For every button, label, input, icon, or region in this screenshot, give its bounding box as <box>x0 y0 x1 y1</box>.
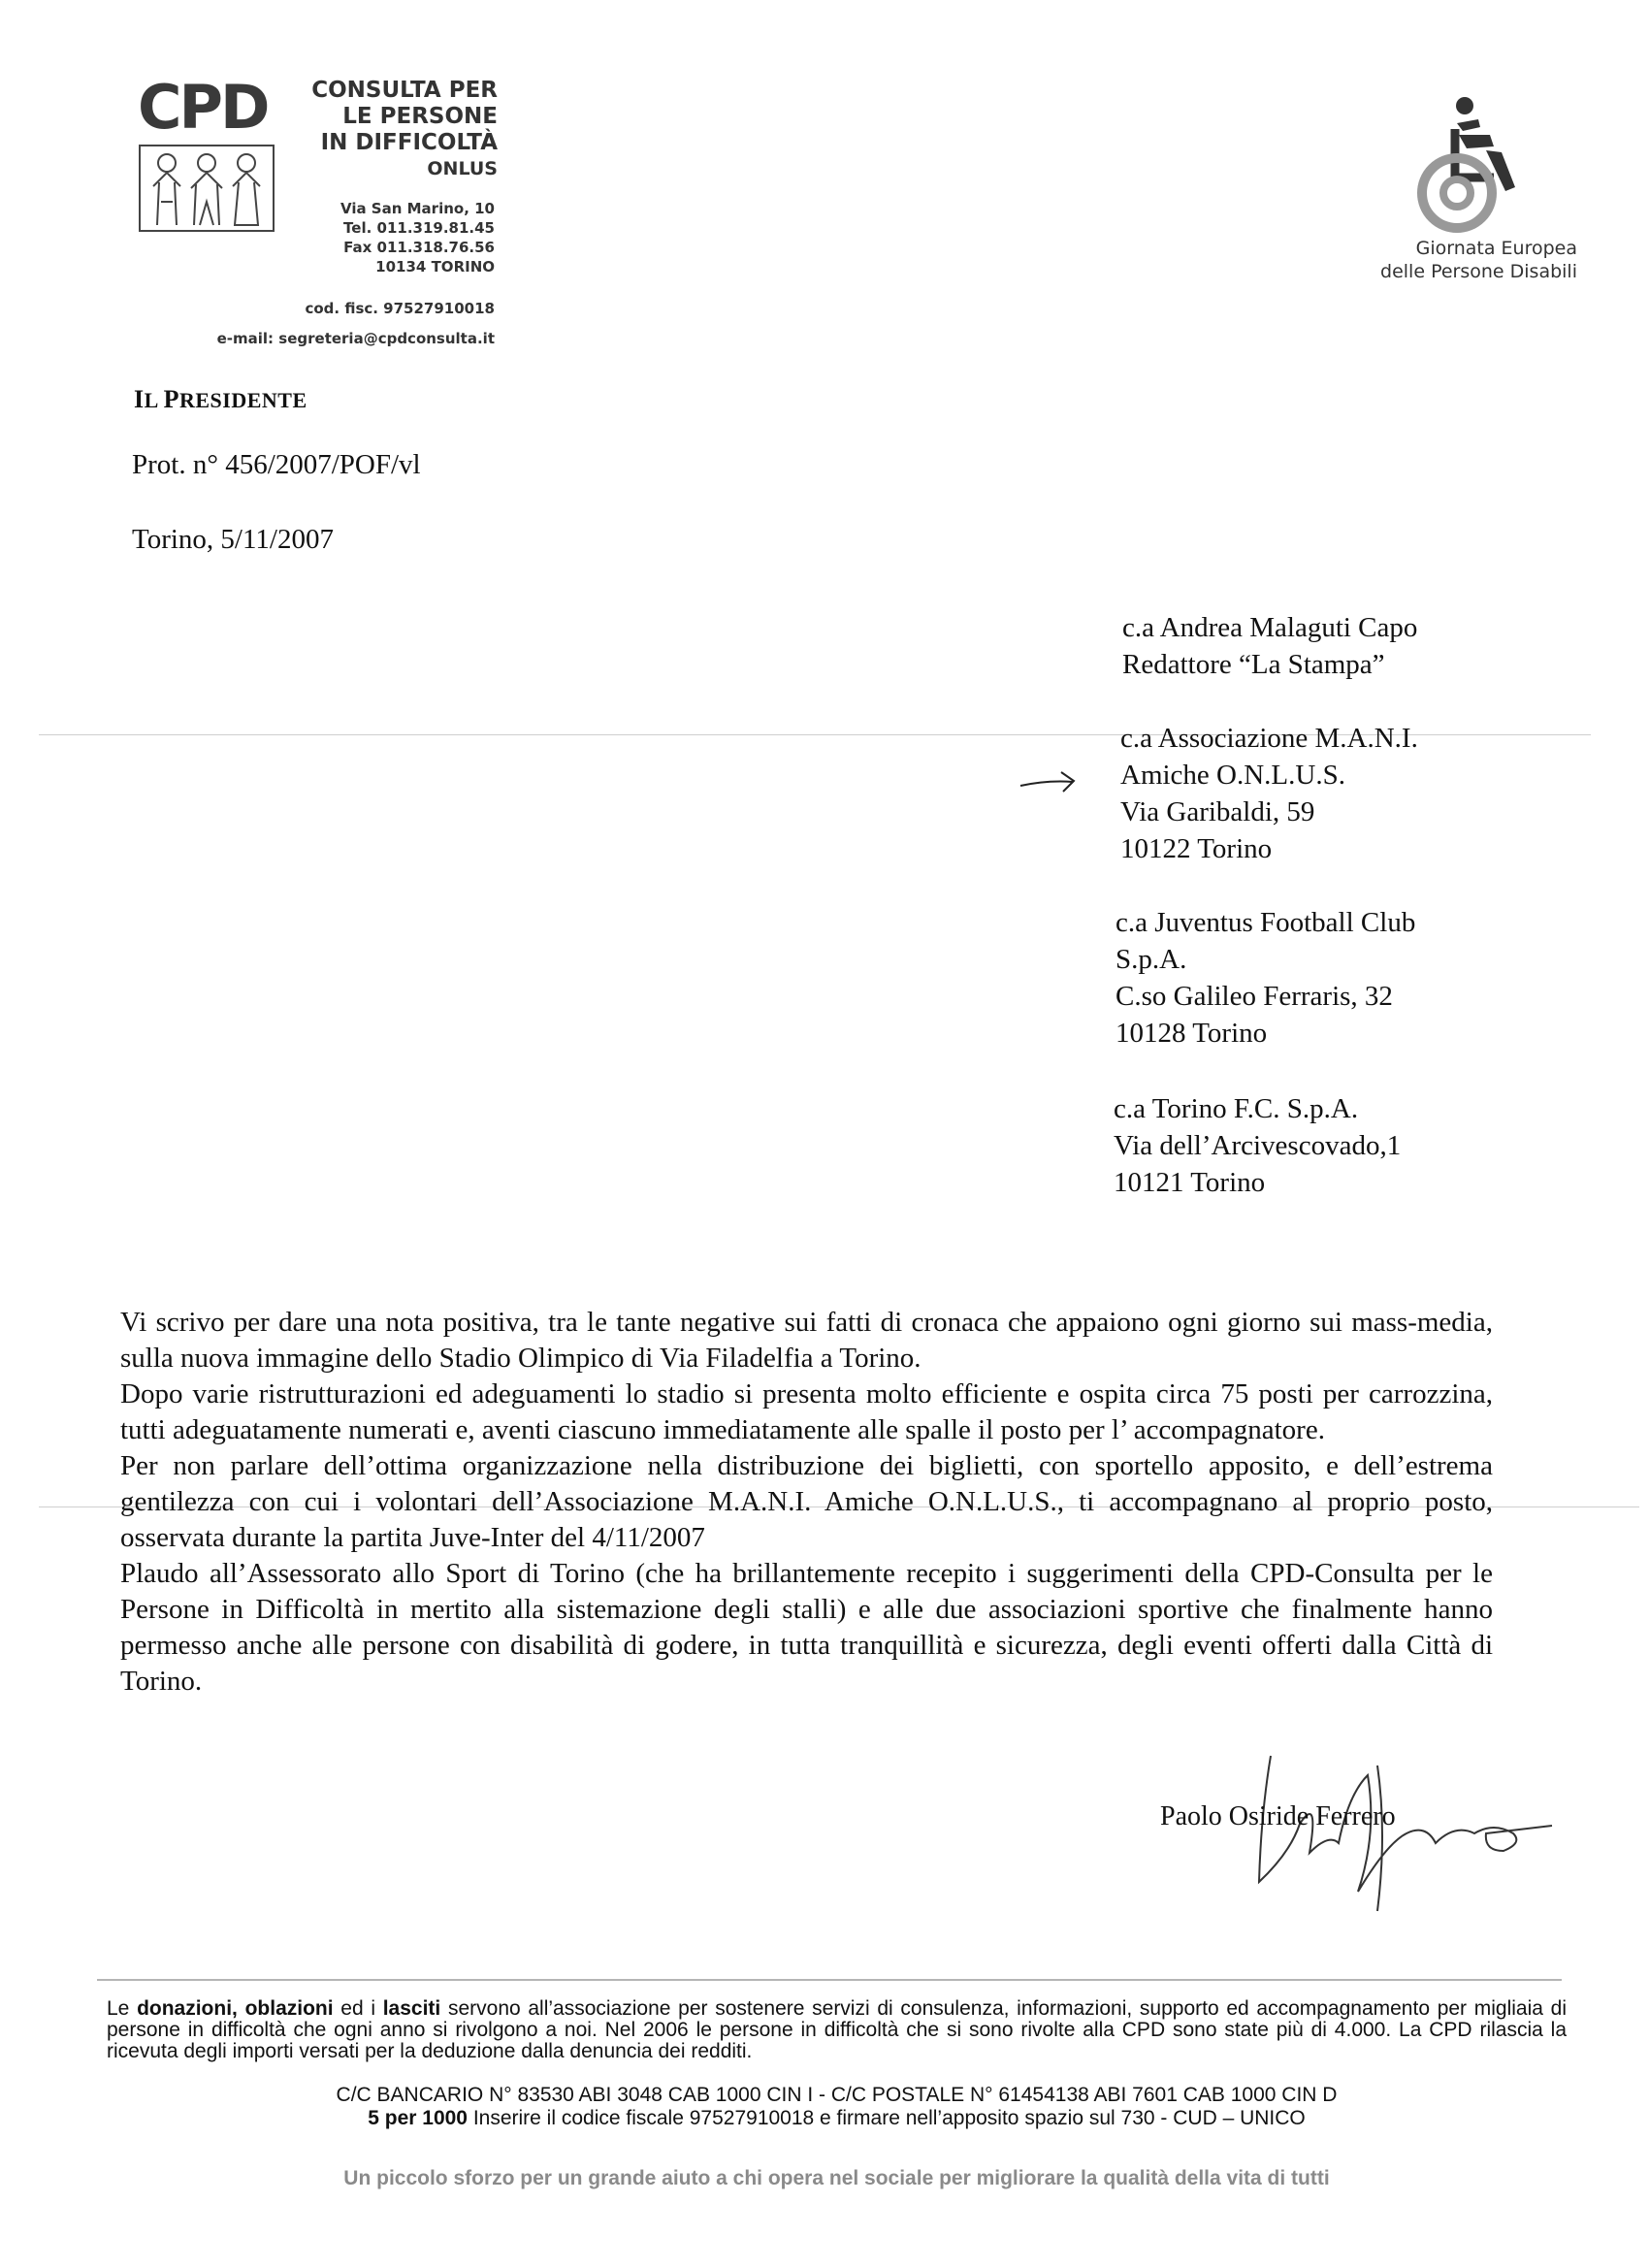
cpd-logo-letters: CPD <box>138 72 268 143</box>
body-paragraph: Plaudo all’Assessorato allo Sport di Torino (che ha brillantemente recepito i suggerimenti della CPD-Consulta per le Persone in Difficoltà in mertito alla sistemazione degli stalli) e alle due associazioni sportive che finalmente hanno permesso anche alle persone con disabilità di godere, in tutta tranquillità e sicurezza, degli eventi offerti dalla Città di Torino. <box>120 1558 1493 1697</box>
cpd-logo <box>138 72 275 233</box>
recipient-line: S.p.A. <box>1116 944 1187 975</box>
org-name-line-3: IN DIFFICOLTÀ <box>320 130 498 155</box>
recipient-line: c.a Associazione M.A.N.I. <box>1120 723 1418 754</box>
president-part-1: L <box>144 388 164 412</box>
org-name-line-4: ONLUS <box>427 158 498 179</box>
org-email: e-mail: segreteria@cpdconsulta.it <box>216 330 495 347</box>
letter-body <box>120 1305 1493 1700</box>
recipient-line: Amiche O.N.L.U.S. <box>1120 760 1345 791</box>
protocol-number: Prot. n° 456/2007/POF/vl <box>132 449 421 480</box>
recipient-block <box>1120 720 1418 867</box>
footer-donations-text <box>107 1998 1567 2062</box>
signer-name: Paolo Osiride Ferrero <box>1160 1801 1396 1831</box>
recipient-block <box>1114 1090 1401 1201</box>
body-paragraph: Vi scrivo per dare una nota positiva, tra le tante negative sui fatti di cronaca che appaiono ogni giorno sui mass-media, sulla nuova immagine dello Stadio Olimpico di Via Filadelfia a Torino. <box>120 1307 1493 1374</box>
five-per-mille-label: 5 per 1000 <box>368 2107 468 2129</box>
org-name-line-1: CONSULTA PER <box>311 78 498 103</box>
president-part-2: RESIDENTE <box>178 388 307 412</box>
people-icon <box>138 144 275 233</box>
footer-text-part: servono all’associazione per sostenere servizi di consulenza, informazioni, supporto ed accompagnamento per migliaia di persone in difficoltà che ogni anno si rivolgono a noi. Nel 2006 le persone in difficoltà che si sono rivolte alla CPD sono state più di 4.000. La CPD rilascia la ricevuta degli importi versati per la deduzione dalla denuncia dei redditi. <box>107 1997 1567 2062</box>
handwritten-arrow-icon <box>1018 766 1077 795</box>
organization-name <box>289 78 498 182</box>
president-heading <box>134 385 307 414</box>
org-name-line-2: LE PERSONE <box>342 104 498 129</box>
president-initial-1: I <box>134 385 145 413</box>
five-per-mille-text: Inserire il codice fiscale 97527910018 e firmare nell’apposito spazio sul 730 - CUD – UNICO <box>467 2107 1306 2129</box>
recipient-line: c.a Andrea Malaguti Capo <box>1122 612 1418 643</box>
body-paragraph: Per non parlare dell’ottima organizzazione nella distribuzione dei biglietti, con sportello apposito, e dell’estrema gentilezza con cui i volontari dell’Associazione M.A.N.I. Amiche O.N.L.U.S., ti accompagnano al proprio posto, osservata durante la partita Juve-Inter del 4/11/2007 <box>120 1450 1493 1553</box>
fiscal-code: cod. fisc. 97527910018 <box>305 300 495 317</box>
event-name-line-1: Giornata Europea <box>1415 238 1577 259</box>
recipient-line: c.a Torino F.C. S.p.A. <box>1114 1093 1359 1124</box>
recipient-line: Redattore “La Stampa” <box>1122 649 1385 680</box>
recipient-line: c.a Juventus Football Club <box>1116 907 1416 938</box>
footer-bold-donations: donazioni, oblazioni <box>137 1997 334 2020</box>
letter-date: Torino, 5/11/2007 <box>132 524 334 555</box>
org-fax: Fax 011.318.76.56 <box>343 239 495 256</box>
recipient-line: 10121 Torino <box>1114 1167 1266 1198</box>
footer-five-per-mille <box>107 2107 1567 2130</box>
recipient-line: 10128 Torino <box>1116 1018 1268 1049</box>
org-city: 10134 TORINO <box>375 258 495 275</box>
recipient-line: Via dell’Arcivescovado,1 <box>1114 1130 1402 1161</box>
recipient-block <box>1122 609 1417 683</box>
org-tel: Tel. 011.319.81.45 <box>343 219 495 237</box>
event-name-line-2: delle Persone Disabili <box>1380 261 1577 282</box>
body-paragraph: Dopo varie ristrutturazioni ed adeguamenti lo stadio si presenta molto efficiente e ospita circa 75 posti per carrozzina, tutti adeguatamente numerati e, aventi ciascuno immediatamente alle spalle il posto per l’ accompagnatore. <box>120 1378 1493 1445</box>
footer-bank-accounts: C/C BANCARIO N° 83530 ABI 3048 CAB 1000 CIN I - C/C POSTALE N° 61454138 ABI 7601 CAB 1000 CIN D <box>336 2084 1338 2106</box>
recipient-line: C.so Galileo Ferraris, 32 <box>1116 981 1393 1012</box>
recipient-line: 10122 Torino <box>1120 833 1273 864</box>
wheelchair-icon <box>1397 92 1533 233</box>
footer-text-part: Le <box>107 1997 138 2020</box>
organization-contacts <box>291 199 495 276</box>
recipient-line: Via Garibaldi, 59 <box>1120 796 1315 827</box>
disability-day-logo <box>1397 92 1533 238</box>
footer-text-part: ed i <box>333 1997 383 2020</box>
president-initial-2: P <box>163 385 179 413</box>
footer-slogan: Un piccolo sforzo per un grande aiuto a chi opera nel sociale per migliorare la qualità della vita di tutti <box>343 2167 1330 2189</box>
org-address: Via San Marino, 10 <box>340 200 495 217</box>
footer-bold-lasciti: lasciti <box>382 1997 441 2020</box>
recipient-block <box>1116 904 1415 1052</box>
footer-divider <box>97 1979 1562 1981</box>
event-name <box>1310 237 1577 283</box>
